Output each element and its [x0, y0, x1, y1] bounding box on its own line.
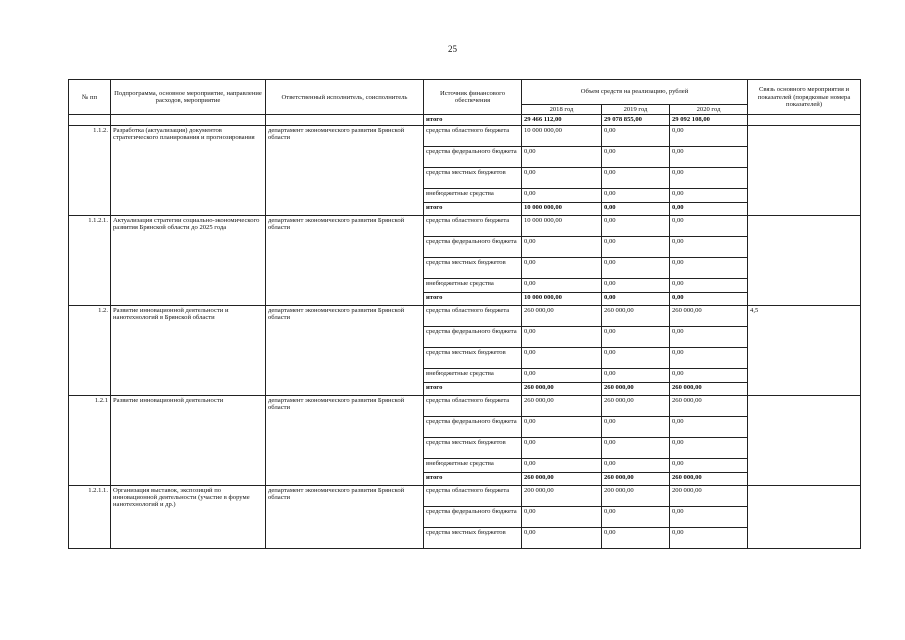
section-number: 1.2. [69, 305, 111, 395]
source-label: средства областного бюджета [424, 215, 522, 236]
amount-2020: 0,00 [670, 326, 748, 347]
amount-2019: 0,00 [602, 188, 670, 202]
source-label: средства федерального бюджета [424, 416, 522, 437]
source-label: средства федерального бюджета [424, 146, 522, 167]
amount-2020: 0,00 [670, 437, 748, 458]
amount-2019: 0,00 [602, 215, 670, 236]
header-year-2020: 2020 год [670, 105, 748, 115]
amount-2019: 0,00 [602, 437, 670, 458]
section-name: Развитие инновационной деятельности и нанотехнологий в Брянской области [111, 305, 266, 395]
amount-2018: 0,00 [522, 347, 602, 368]
amount-2020: 200 000,00 [670, 485, 748, 506]
amount-2018: 200 000,00 [522, 485, 602, 506]
amount-2018: 0,00 [522, 527, 602, 548]
header-source: Источник финансового обеспечения [424, 80, 522, 115]
section-executor: департамент экономического развития Брянской области [266, 125, 424, 215]
amount-2018: 0,00 [522, 167, 602, 188]
table-row [69, 125, 861, 146]
section-name: Организация выставок, экспозиций по инновационной деятельности (участие в форуме нанотехнологий и др.) [111, 485, 266, 548]
amount-2020: 0,00 [670, 215, 748, 236]
source-label: внебюджетные средства [424, 368, 522, 382]
amount-2019: 260 000,00 [602, 395, 670, 416]
section-number: 1.2.1 [69, 395, 111, 485]
amount-2018: 0,00 [522, 368, 602, 382]
amount-2019: 260 000,00 [602, 382, 670, 395]
source-label: средства местных бюджетов [424, 527, 522, 548]
section-name: Развитие инновационной деятельности [111, 395, 266, 485]
header-num: № пп [69, 80, 111, 115]
amount-2020: 0,00 [670, 257, 748, 278]
amount-2018: 260 000,00 [522, 395, 602, 416]
amount-2018: 0,00 [522, 437, 602, 458]
source-label: средства областного бюджета [424, 305, 522, 326]
indicator-link [748, 485, 861, 548]
grand-total-2019: 29 078 855,00 [602, 115, 670, 125]
amount-2020: 260 000,00 [670, 305, 748, 326]
source-label: средства местных бюджетов [424, 437, 522, 458]
table-row [69, 395, 861, 416]
amount-2019: 0,00 [602, 278, 670, 292]
header-funding: Объем средств на реализацию, рублей [522, 80, 748, 105]
amount-2020: 0,00 [670, 416, 748, 437]
source-label: итого [424, 202, 522, 215]
grand-total-2018: 29 466 112,00 [522, 115, 602, 125]
amount-2020: 0,00 [670, 347, 748, 368]
grand-total-row [69, 115, 861, 125]
amount-2020: 0,00 [670, 236, 748, 257]
source-label: итого [424, 382, 522, 395]
amount-2019: 0,00 [602, 347, 670, 368]
source-label: средства областного бюджета [424, 125, 522, 146]
amount-2019: 200 000,00 [602, 485, 670, 506]
amount-2020: 0,00 [670, 368, 748, 382]
amount-2018: 0,00 [522, 506, 602, 527]
amount-2018: 0,00 [522, 236, 602, 257]
amount-2019: 0,00 [602, 292, 670, 305]
amount-2018: 10 000 000,00 [522, 125, 602, 146]
amount-2020: 260 000,00 [670, 472, 748, 485]
table-cell [111, 115, 266, 125]
amount-2018: 10 000 000,00 [522, 202, 602, 215]
amount-2019: 0,00 [602, 326, 670, 347]
amount-2020: 0,00 [670, 188, 748, 202]
source-label: средства федерального бюджета [424, 236, 522, 257]
page-number: 25 [448, 44, 457, 54]
indicator-link [748, 125, 861, 215]
amount-2020: 0,00 [670, 278, 748, 292]
source-label: средства областного бюджета [424, 485, 522, 506]
amount-2020: 0,00 [670, 458, 748, 472]
section-name: Актуализация стратегии социально-экономического развития Брянской области до 2025 года [111, 215, 266, 305]
amount-2018: 0,00 [522, 278, 602, 292]
amount-2018: 0,00 [522, 458, 602, 472]
funding-table [68, 79, 861, 549]
header-name: Подпрограмма, основное мероприятие, направление расходов, мероприятие [111, 80, 266, 115]
amount-2020: 0,00 [670, 292, 748, 305]
table-row [69, 305, 861, 326]
amount-2019: 0,00 [602, 146, 670, 167]
amount-2019: 0,00 [602, 257, 670, 278]
section-number: 1.2.1.1. [69, 485, 111, 548]
source-label: средства местных бюджетов [424, 167, 522, 188]
indicator-link: 4,5 [748, 305, 861, 395]
header-executor: Ответственный исполнитель, соисполнитель [266, 80, 424, 115]
section-number: 1.1.2. [69, 125, 111, 215]
table-row [69, 215, 861, 236]
amount-2018: 260 000,00 [522, 382, 602, 395]
header-year-2019: 2019 год [602, 105, 670, 115]
amount-2019: 0,00 [602, 458, 670, 472]
section-executor: департамент экономического развития Брянской области [266, 485, 424, 548]
source-label: средства местных бюджетов [424, 347, 522, 368]
amount-2020: 0,00 [670, 146, 748, 167]
amount-2019: 0,00 [602, 416, 670, 437]
section-executor: департамент экономического развития Брянской области [266, 305, 424, 395]
grand-total-label: итого [424, 115, 522, 125]
section-name: Разработка (актуализация) документов стратегического планирования и прогнозирования [111, 125, 266, 215]
source-label: внебюджетные средства [424, 458, 522, 472]
amount-2018: 0,00 [522, 326, 602, 347]
amount-2018: 260 000,00 [522, 472, 602, 485]
source-label: средства федерального бюджета [424, 326, 522, 347]
amount-2018: 10 000 000,00 [522, 215, 602, 236]
amount-2019: 260 000,00 [602, 472, 670, 485]
source-label: средства областного бюджета [424, 395, 522, 416]
section-executor: департамент экономического развития Брянской области [266, 215, 424, 305]
indicator-link [748, 215, 861, 305]
amount-2018: 0,00 [522, 146, 602, 167]
header-link: Связь основного мероприятия и показателей (порядковые номера показателей) [748, 80, 861, 115]
section-executor: департамент экономического развития Брянской области [266, 395, 424, 485]
amount-2018: 0,00 [522, 188, 602, 202]
grand-total-2020: 29 092 108,00 [670, 115, 748, 125]
amount-2019: 0,00 [602, 368, 670, 382]
amount-2020: 0,00 [670, 527, 748, 548]
indicator-link [748, 395, 861, 485]
amount-2018: 10 000 000,00 [522, 292, 602, 305]
table-cell [266, 115, 424, 125]
amount-2020: 260 000,00 [670, 382, 748, 395]
source-label: внебюджетные средства [424, 278, 522, 292]
table-cell [748, 115, 861, 125]
section-number: 1.1.2.1. [69, 215, 111, 305]
amount-2018: 0,00 [522, 416, 602, 437]
header-row-1 [69, 80, 861, 105]
amount-2019: 0,00 [602, 202, 670, 215]
source-label: средства федерального бюджета [424, 506, 522, 527]
table-row [69, 485, 861, 506]
source-label: внебюджетные средства [424, 188, 522, 202]
amount-2019: 0,00 [602, 167, 670, 188]
header-year-2018: 2018 год [522, 105, 602, 115]
amount-2019: 0,00 [602, 506, 670, 527]
source-label: средства местных бюджетов [424, 257, 522, 278]
amount-2019: 260 000,00 [602, 305, 670, 326]
amount-2019: 0,00 [602, 125, 670, 146]
amount-2020: 0,00 [670, 167, 748, 188]
table-body [69, 115, 861, 548]
table-cell [69, 115, 111, 125]
amount-2020: 0,00 [670, 125, 748, 146]
amount-2018: 260 000,00 [522, 305, 602, 326]
source-label: итого [424, 292, 522, 305]
amount-2019: 0,00 [602, 236, 670, 257]
amount-2020: 260 000,00 [670, 395, 748, 416]
amount-2020: 0,00 [670, 202, 748, 215]
amount-2020: 0,00 [670, 506, 748, 527]
amount-2019: 0,00 [602, 527, 670, 548]
amount-2018: 0,00 [522, 257, 602, 278]
source-label: итого [424, 472, 522, 485]
